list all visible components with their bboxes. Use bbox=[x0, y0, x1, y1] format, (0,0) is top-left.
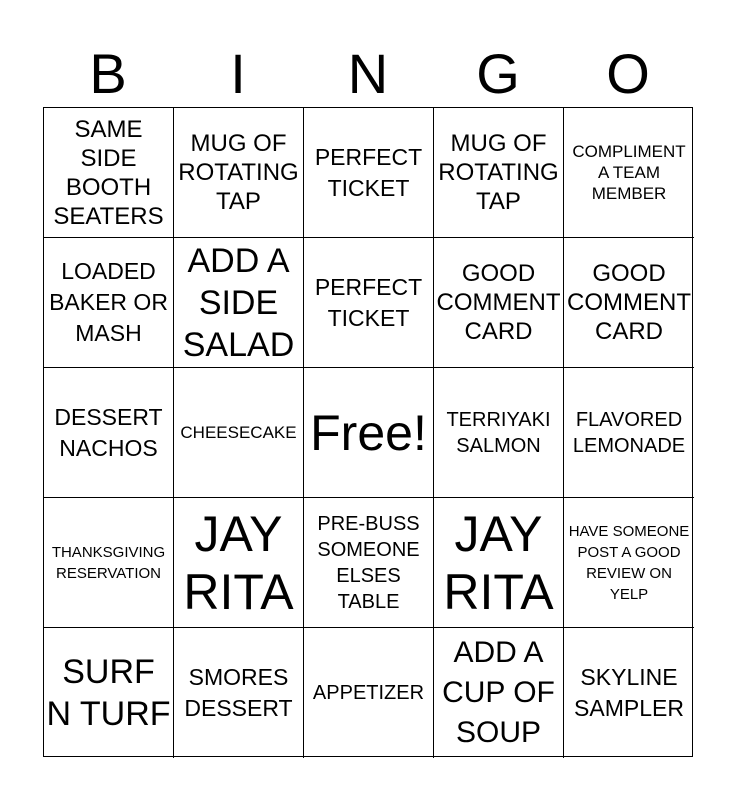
bingo-cell[interactable] bbox=[434, 368, 564, 498]
bingo-cell[interactable] bbox=[434, 498, 564, 628]
bingo-cell[interactable] bbox=[44, 108, 174, 238]
bingo-cell[interactable] bbox=[434, 238, 564, 368]
bingo-cell-free[interactable] bbox=[304, 368, 434, 498]
bingo-cell[interactable] bbox=[434, 108, 564, 238]
cell-label: SURF N TURF bbox=[46, 653, 171, 733]
cell-label: JAY RITA bbox=[443, 505, 554, 620]
bingo-cell[interactable] bbox=[564, 628, 694, 758]
cell-label: GOOD COMMENT CARD bbox=[436, 260, 561, 345]
bingo-cell[interactable] bbox=[304, 238, 434, 368]
cell-label: TERRIYAKI SALMON bbox=[446, 408, 551, 457]
cell-label: ADD A CUP OF SOUP bbox=[442, 636, 555, 749]
cell-label: HAVE SOMEONE POST A GOOD REVIEW ON YELP bbox=[568, 522, 690, 603]
bingo-cell[interactable] bbox=[174, 368, 304, 498]
cell-label: PERFECT TICKET bbox=[314, 143, 423, 201]
header-letter-i: I bbox=[230, 42, 246, 105]
bingo-cell[interactable] bbox=[434, 628, 564, 758]
header-letter-b: B bbox=[89, 42, 127, 105]
header-letter-o: O bbox=[606, 42, 650, 105]
bingo-header bbox=[43, 40, 693, 108]
cell-label: PRE-BUSS SOMEONE ELSES TABLE bbox=[317, 512, 420, 613]
bingo-cell[interactable] bbox=[44, 238, 174, 368]
cell-label: DESSERT NACHOS bbox=[54, 403, 163, 461]
bingo-cell[interactable] bbox=[44, 628, 174, 758]
bingo-cell[interactable] bbox=[564, 108, 694, 238]
cell-label: SMORES DESSERT bbox=[184, 664, 293, 721]
cell-label: GOOD COMMENT CARD bbox=[567, 260, 691, 345]
bingo-cell[interactable] bbox=[564, 368, 694, 498]
bingo-cell[interactable] bbox=[304, 628, 434, 758]
bingo-board bbox=[43, 107, 693, 757]
cell-label: CHEESECAKE bbox=[180, 423, 297, 442]
cell-label: FLAVORED LEMONADE bbox=[572, 408, 686, 457]
header-letter-n: N bbox=[347, 42, 389, 105]
bingo-cell[interactable] bbox=[564, 498, 694, 628]
cell-label: THANKSGIVING RESERVATION bbox=[51, 543, 166, 582]
bingo-cell[interactable] bbox=[304, 498, 434, 628]
bingo-cell[interactable] bbox=[44, 368, 174, 498]
bingo-cell[interactable] bbox=[304, 108, 434, 238]
cell-label: ADD A SIDE SALAD bbox=[182, 241, 295, 364]
cell-label: JAY RITA bbox=[183, 505, 294, 620]
bingo-cell[interactable] bbox=[564, 238, 694, 368]
cell-label: SKYLINE SAMPLER bbox=[574, 664, 684, 721]
cell-label: PERFECT TICKET bbox=[314, 273, 423, 331]
bingo-cell[interactable] bbox=[174, 238, 304, 368]
bingo-cell[interactable] bbox=[174, 498, 304, 628]
header-letter-g: G bbox=[476, 42, 520, 105]
cell-label: APPETIZER bbox=[312, 682, 425, 704]
cell-label: MUG OF ROTATING TAP bbox=[438, 130, 559, 215]
free-space-label: Free! bbox=[310, 404, 427, 461]
bingo-cell[interactable] bbox=[44, 498, 174, 628]
bingo-cell[interactable] bbox=[174, 108, 304, 238]
cell-label: MUG OF ROTATING TAP bbox=[178, 130, 299, 215]
bingo-cell[interactable] bbox=[174, 628, 304, 758]
cell-label: COMPLIMENT A TEAM MEMBER bbox=[572, 142, 686, 203]
cell-label: SAME SIDE BOOTH SEATERS bbox=[53, 115, 164, 230]
cell-label: LOADED BAKER OR MASH bbox=[49, 258, 168, 346]
